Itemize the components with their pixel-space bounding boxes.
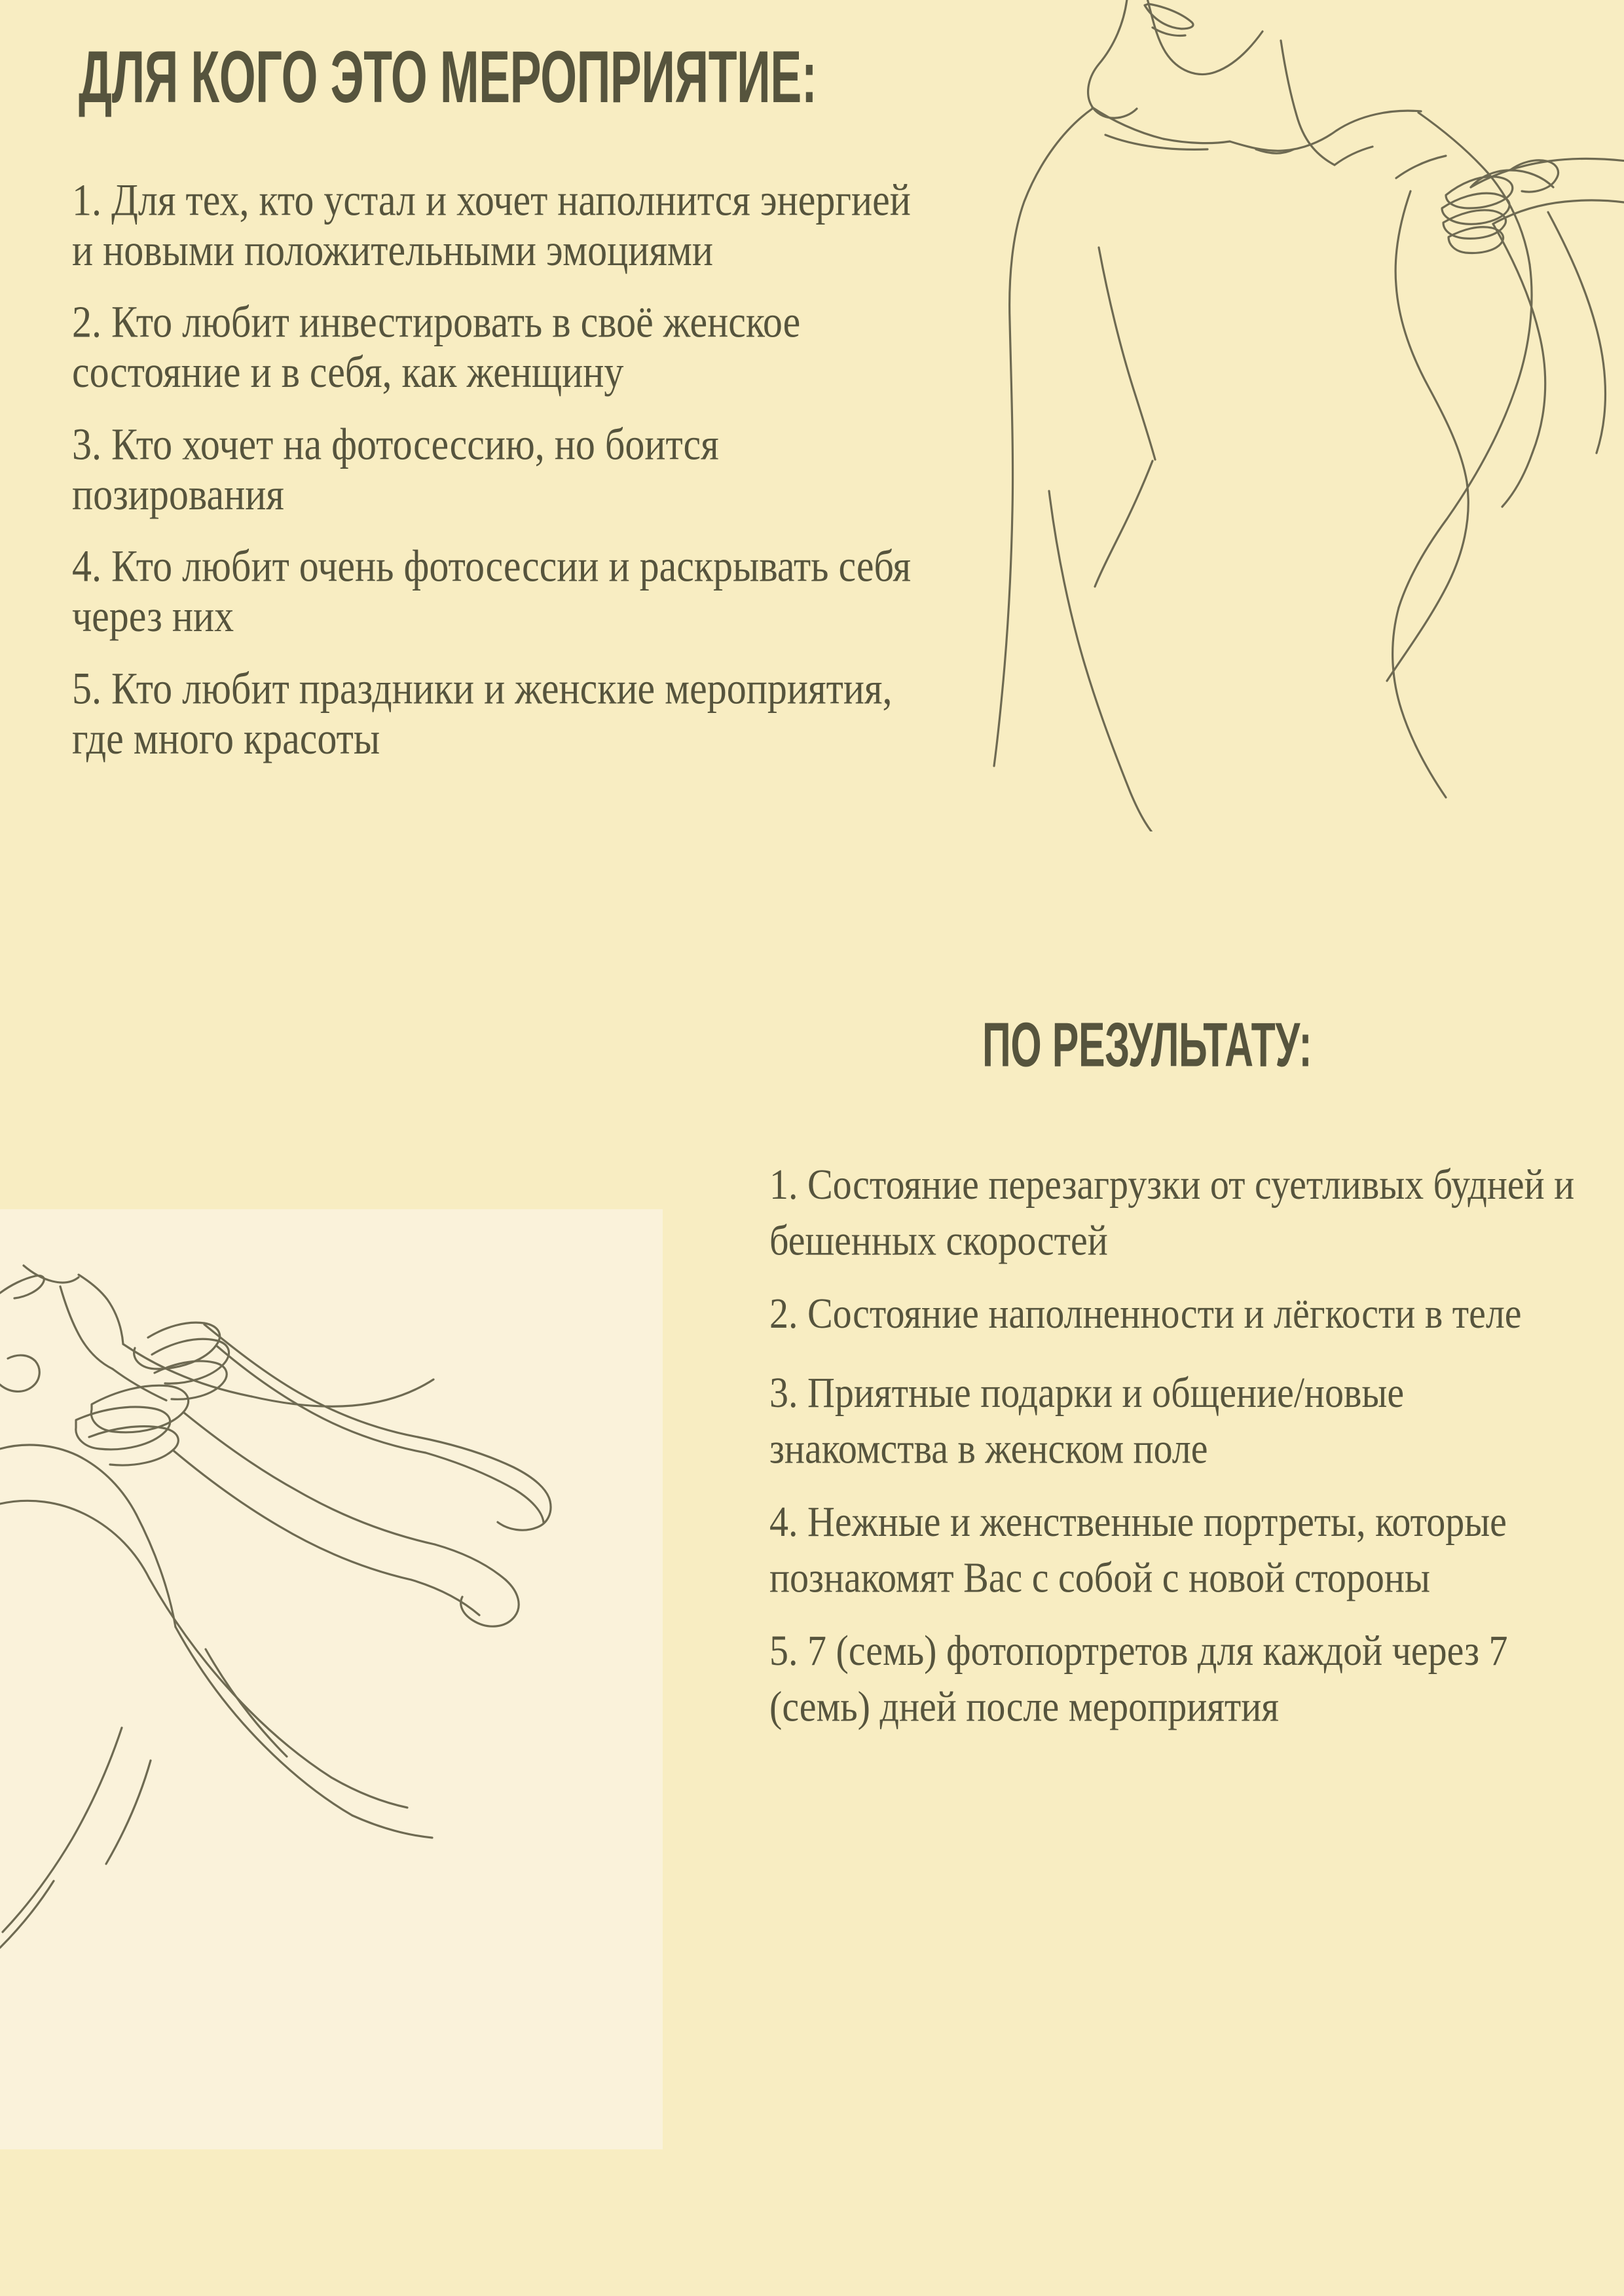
list-item: 4. Нежные и женственные портреты, которые познакомят Вас с собой с новой стороны: [769, 1497, 1507, 1602]
results-list: [769, 1156, 1588, 1751]
list-item: 2. Состояние наполненности и лёгкости в теле: [769, 1288, 1522, 1338]
list-item: 3. Кто хочет на фотосессию, но боится позирования: [72, 419, 719, 519]
list-item: 5. Кто любит праздники и женские мероприятия, где много красоты: [72, 663, 893, 763]
audience-heading: [79, 36, 1025, 118]
list-item: 1. Состояние перезагрузки от суетливых будней и бешенных скоростей: [769, 1159, 1575, 1265]
audience-list: [72, 175, 923, 786]
list-item: 1. Для тех, кто устал и хочет наполнится энергией и новыми положительными эмоциями: [72, 175, 911, 275]
list-item: 4. Кто любит очень фотосессии и раскрывать себя через них: [72, 541, 912, 641]
results-heading-text: ПО РЕЗУЛЬТАТУ:: [982, 1009, 1312, 1080]
results-heading: [982, 1009, 1405, 1080]
audience-heading-text: ДЛЯ КОГО ЭТО МЕРОПРИЯТИЕ:: [79, 36, 817, 118]
list-item: 2. Кто любит инвестировать в своё женское состояние и в себя, как женщину: [72, 297, 801, 397]
list-item: 3. Приятные подарки и общение/новые знакомства в женском поле: [769, 1368, 1405, 1473]
list-item: 5. 7 (семь) фотопортретов для каждой через 7 (семь) дней после мероприятия: [769, 1626, 1508, 1731]
woman-torso-hand-on-shoulder-line-art: [956, 0, 1624, 831]
woman-hands-on-shoulders-line-art: [0, 1209, 663, 2149]
